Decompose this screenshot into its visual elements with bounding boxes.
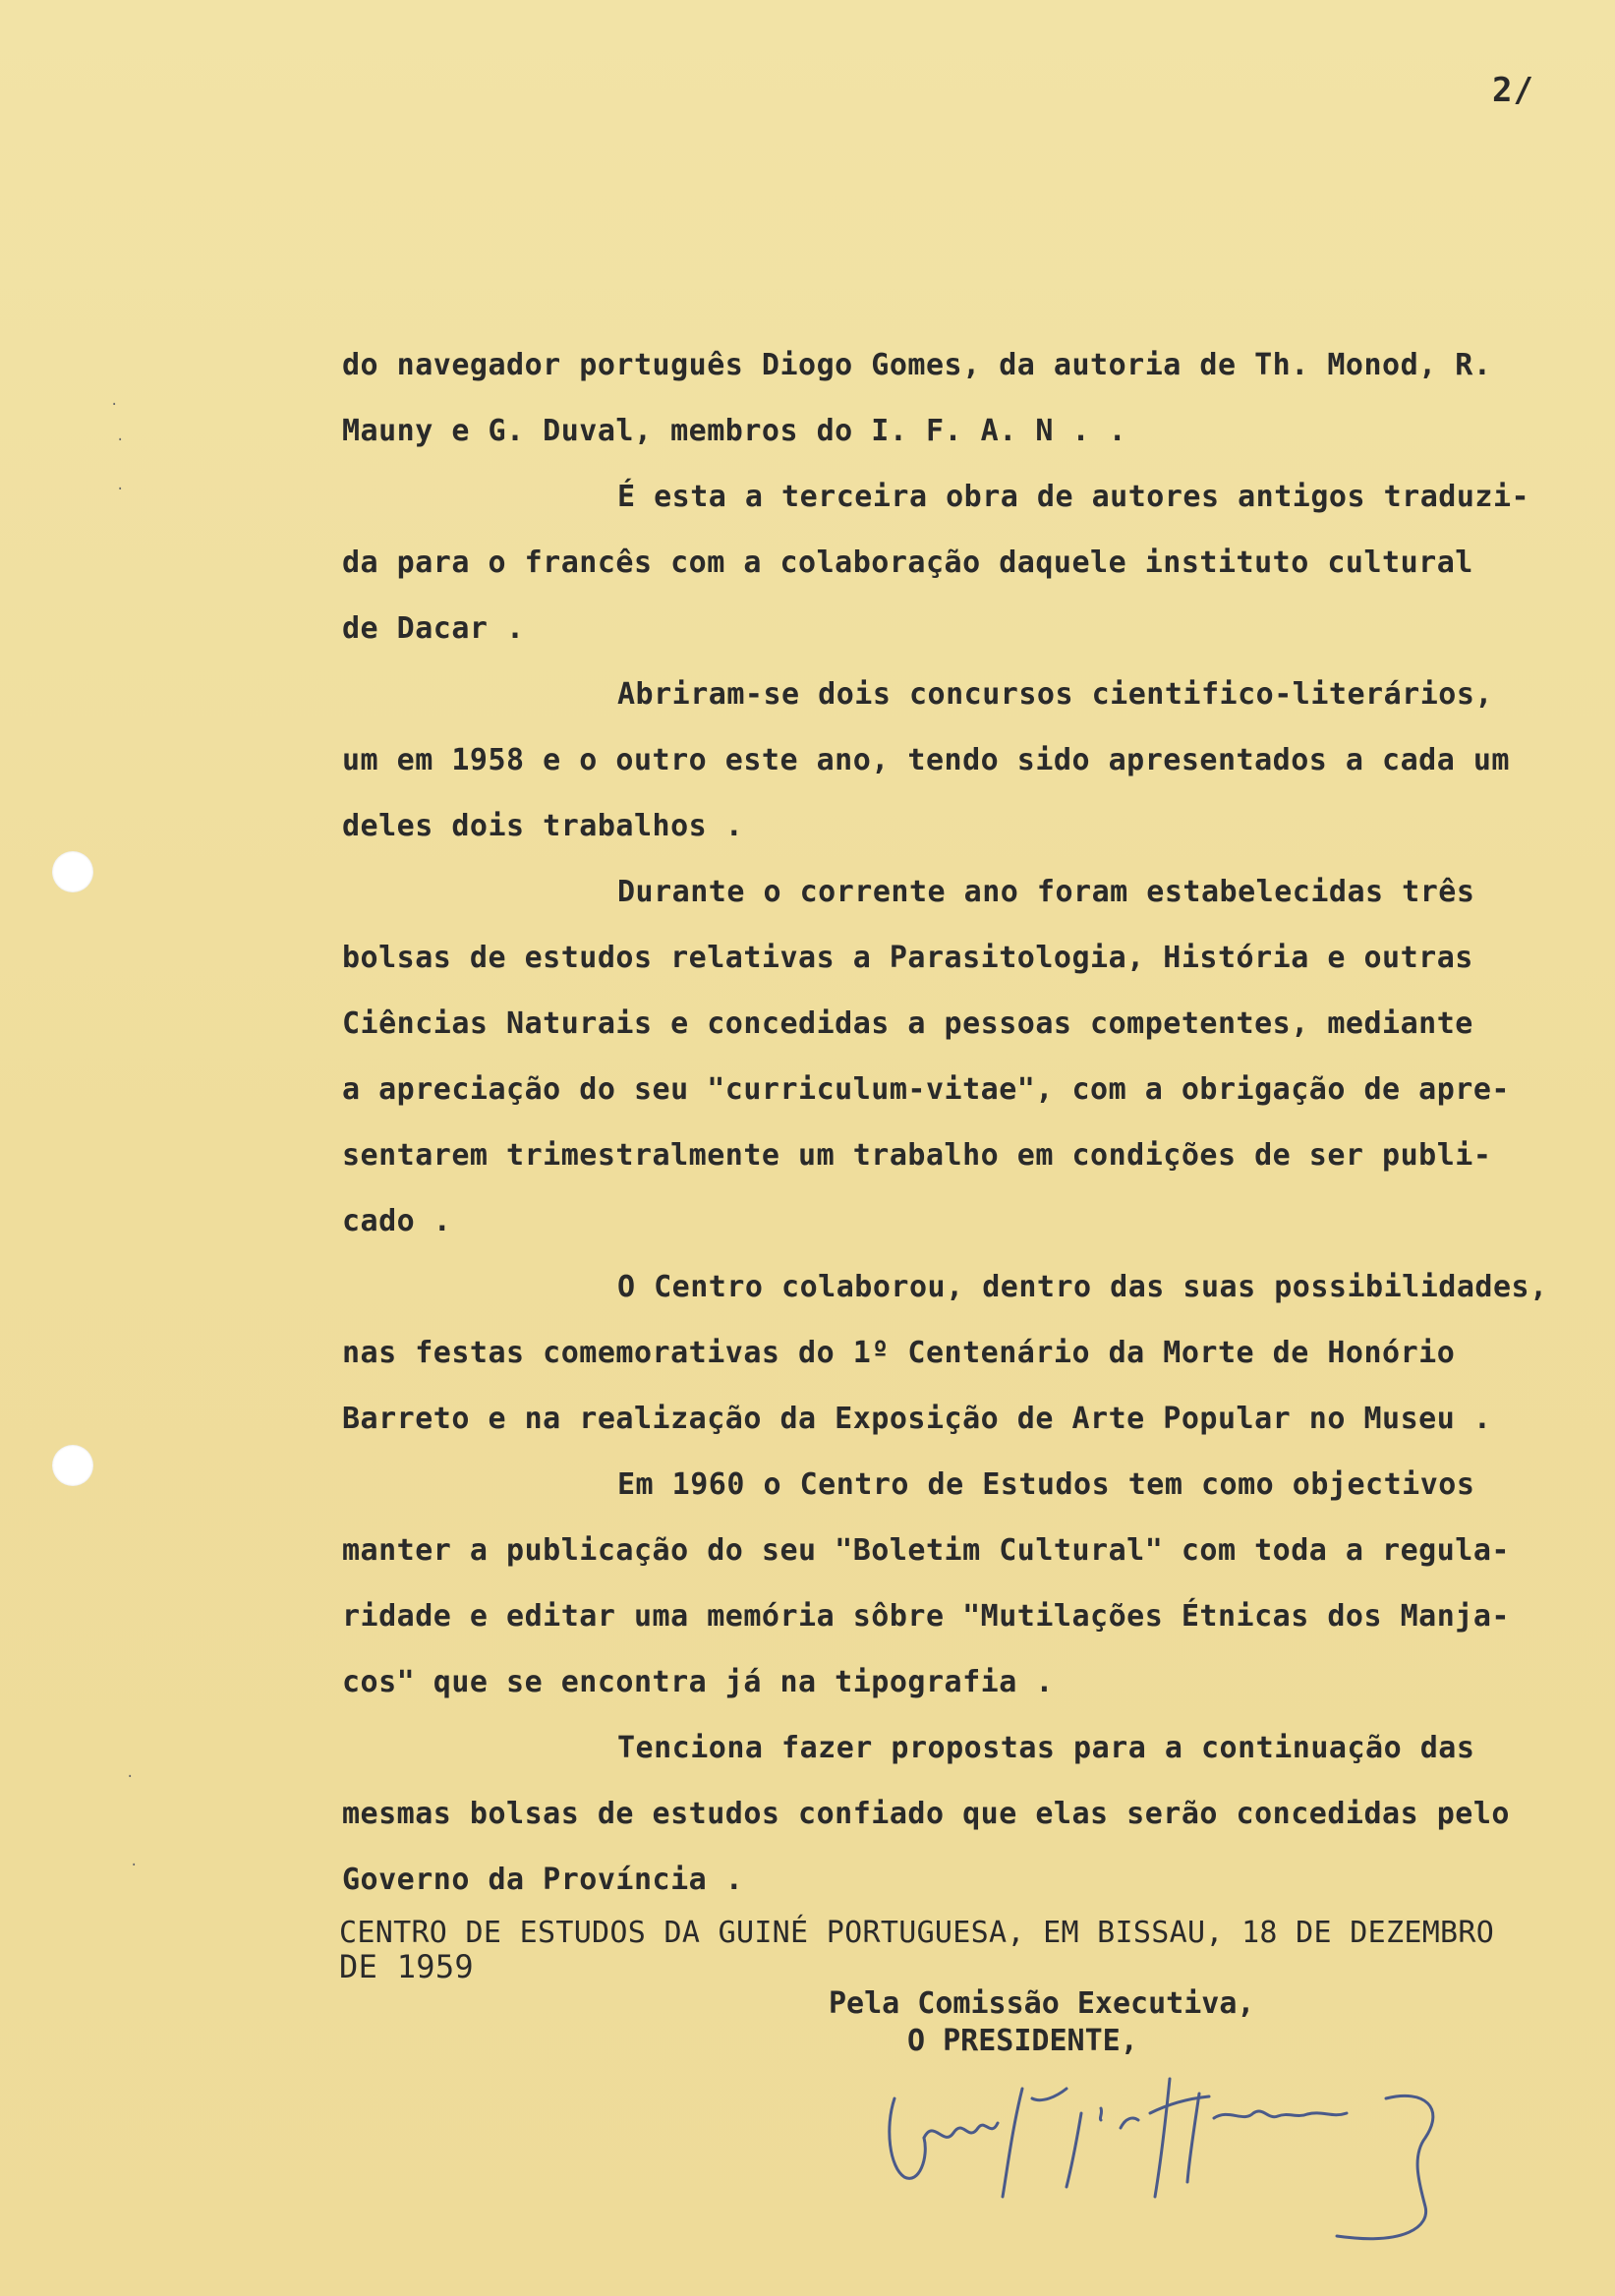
place-date-line: CENTRO DE ESTUDOS DA GUINÉ PORTUGUESA, EM BISSAU, 18 DE DEZEMBRO — [339, 1916, 1495, 1950]
body-line: mesmas bolsas de estudos confiado que elas serão concedidas pelo — [342, 1797, 1510, 1831]
signature-block-line2: O PRESIDENTE, — [907, 2024, 1138, 2058]
body-line: a apreciação do seu "curriculum-vitae", com a obrigação de apre- — [342, 1072, 1510, 1107]
date-year-line: DE 1959 — [339, 1948, 474, 1985]
body-line: Em 1960 o Centro de Estudos tem como objectivos — [617, 1467, 1475, 1502]
body-line: nas festas comemorativas do 1º Centenário da Morte de Honório — [342, 1336, 1456, 1370]
body-line: deles dois trabalhos . — [342, 809, 744, 843]
body-line: Governo da Província . — [342, 1863, 744, 1897]
page-number: 2/ — [1492, 71, 1534, 110]
punch-hole-bottom — [52, 1445, 93, 1486]
body-line: do navegador português Diogo Gomes, da autoria de Th. Monod, R. — [342, 348, 1492, 382]
body-line: cado . — [342, 1204, 452, 1238]
margin-mark-icon: · — [126, 1769, 135, 1785]
margin-mark-icon: · — [116, 432, 125, 448]
body-line: Abriram-se dois concursos cientifico-literários, — [617, 677, 1493, 712]
body-line: Durante o corrente ano foram estabelecidas três — [617, 875, 1475, 909]
letter-body — [342, 332, 1600, 1913]
body-line: um em 1958 e o outro este ano, tendo sido apresentados a cada um — [342, 743, 1510, 777]
body-line: bolsas de estudos relativas a Parasitologia, História e outras — [342, 941, 1473, 975]
signature-block — [829, 1985, 1254, 2060]
handwritten-signature-icon — [875, 2059, 1465, 2256]
body-line: O Centro colaborou, dentro das suas possibilidades, — [617, 1270, 1548, 1304]
body-line: Ciências Naturais e concedidas a pessoas competentes, mediante — [342, 1006, 1473, 1041]
body-line: Tenciona fazer propostas para a continuação das — [617, 1731, 1475, 1765]
signature-block-line1: Pela Comissão Executiva, — [829, 1986, 1255, 2021]
body-line: cos" que se encontra já na tipografia . — [342, 1665, 1054, 1699]
margin-mark-icon: · — [110, 397, 119, 413]
body-line: É esta a terceira obra de autores antigos traduzi- — [617, 480, 1530, 514]
body-line: Mauny e G. Duval, membros do I. F. A. N . . — [342, 414, 1127, 448]
punch-hole-top — [52, 851, 93, 892]
margin-mark-icon: · — [116, 482, 125, 497]
margin-mark-icon: · — [130, 1858, 139, 1873]
body-line: manter a publicação do seu "Boletim Cultural" com toda a regula- — [342, 1533, 1510, 1568]
closing-line — [339, 1917, 1607, 1983]
body-line: ridade e editar uma memória sôbre "Mutilações Étnicas dos Manja- — [342, 1599, 1510, 1634]
body-line: da para o francês com a colaboração daquele instituto cultural — [342, 545, 1473, 580]
body-line: de Dacar . — [342, 611, 525, 646]
body-line: Barreto e na realização da Exposição de Arte Popular no Museu . — [342, 1402, 1492, 1436]
body-line: sentarem trimestralmente um trabalho em condições de ser publi- — [342, 1138, 1492, 1173]
